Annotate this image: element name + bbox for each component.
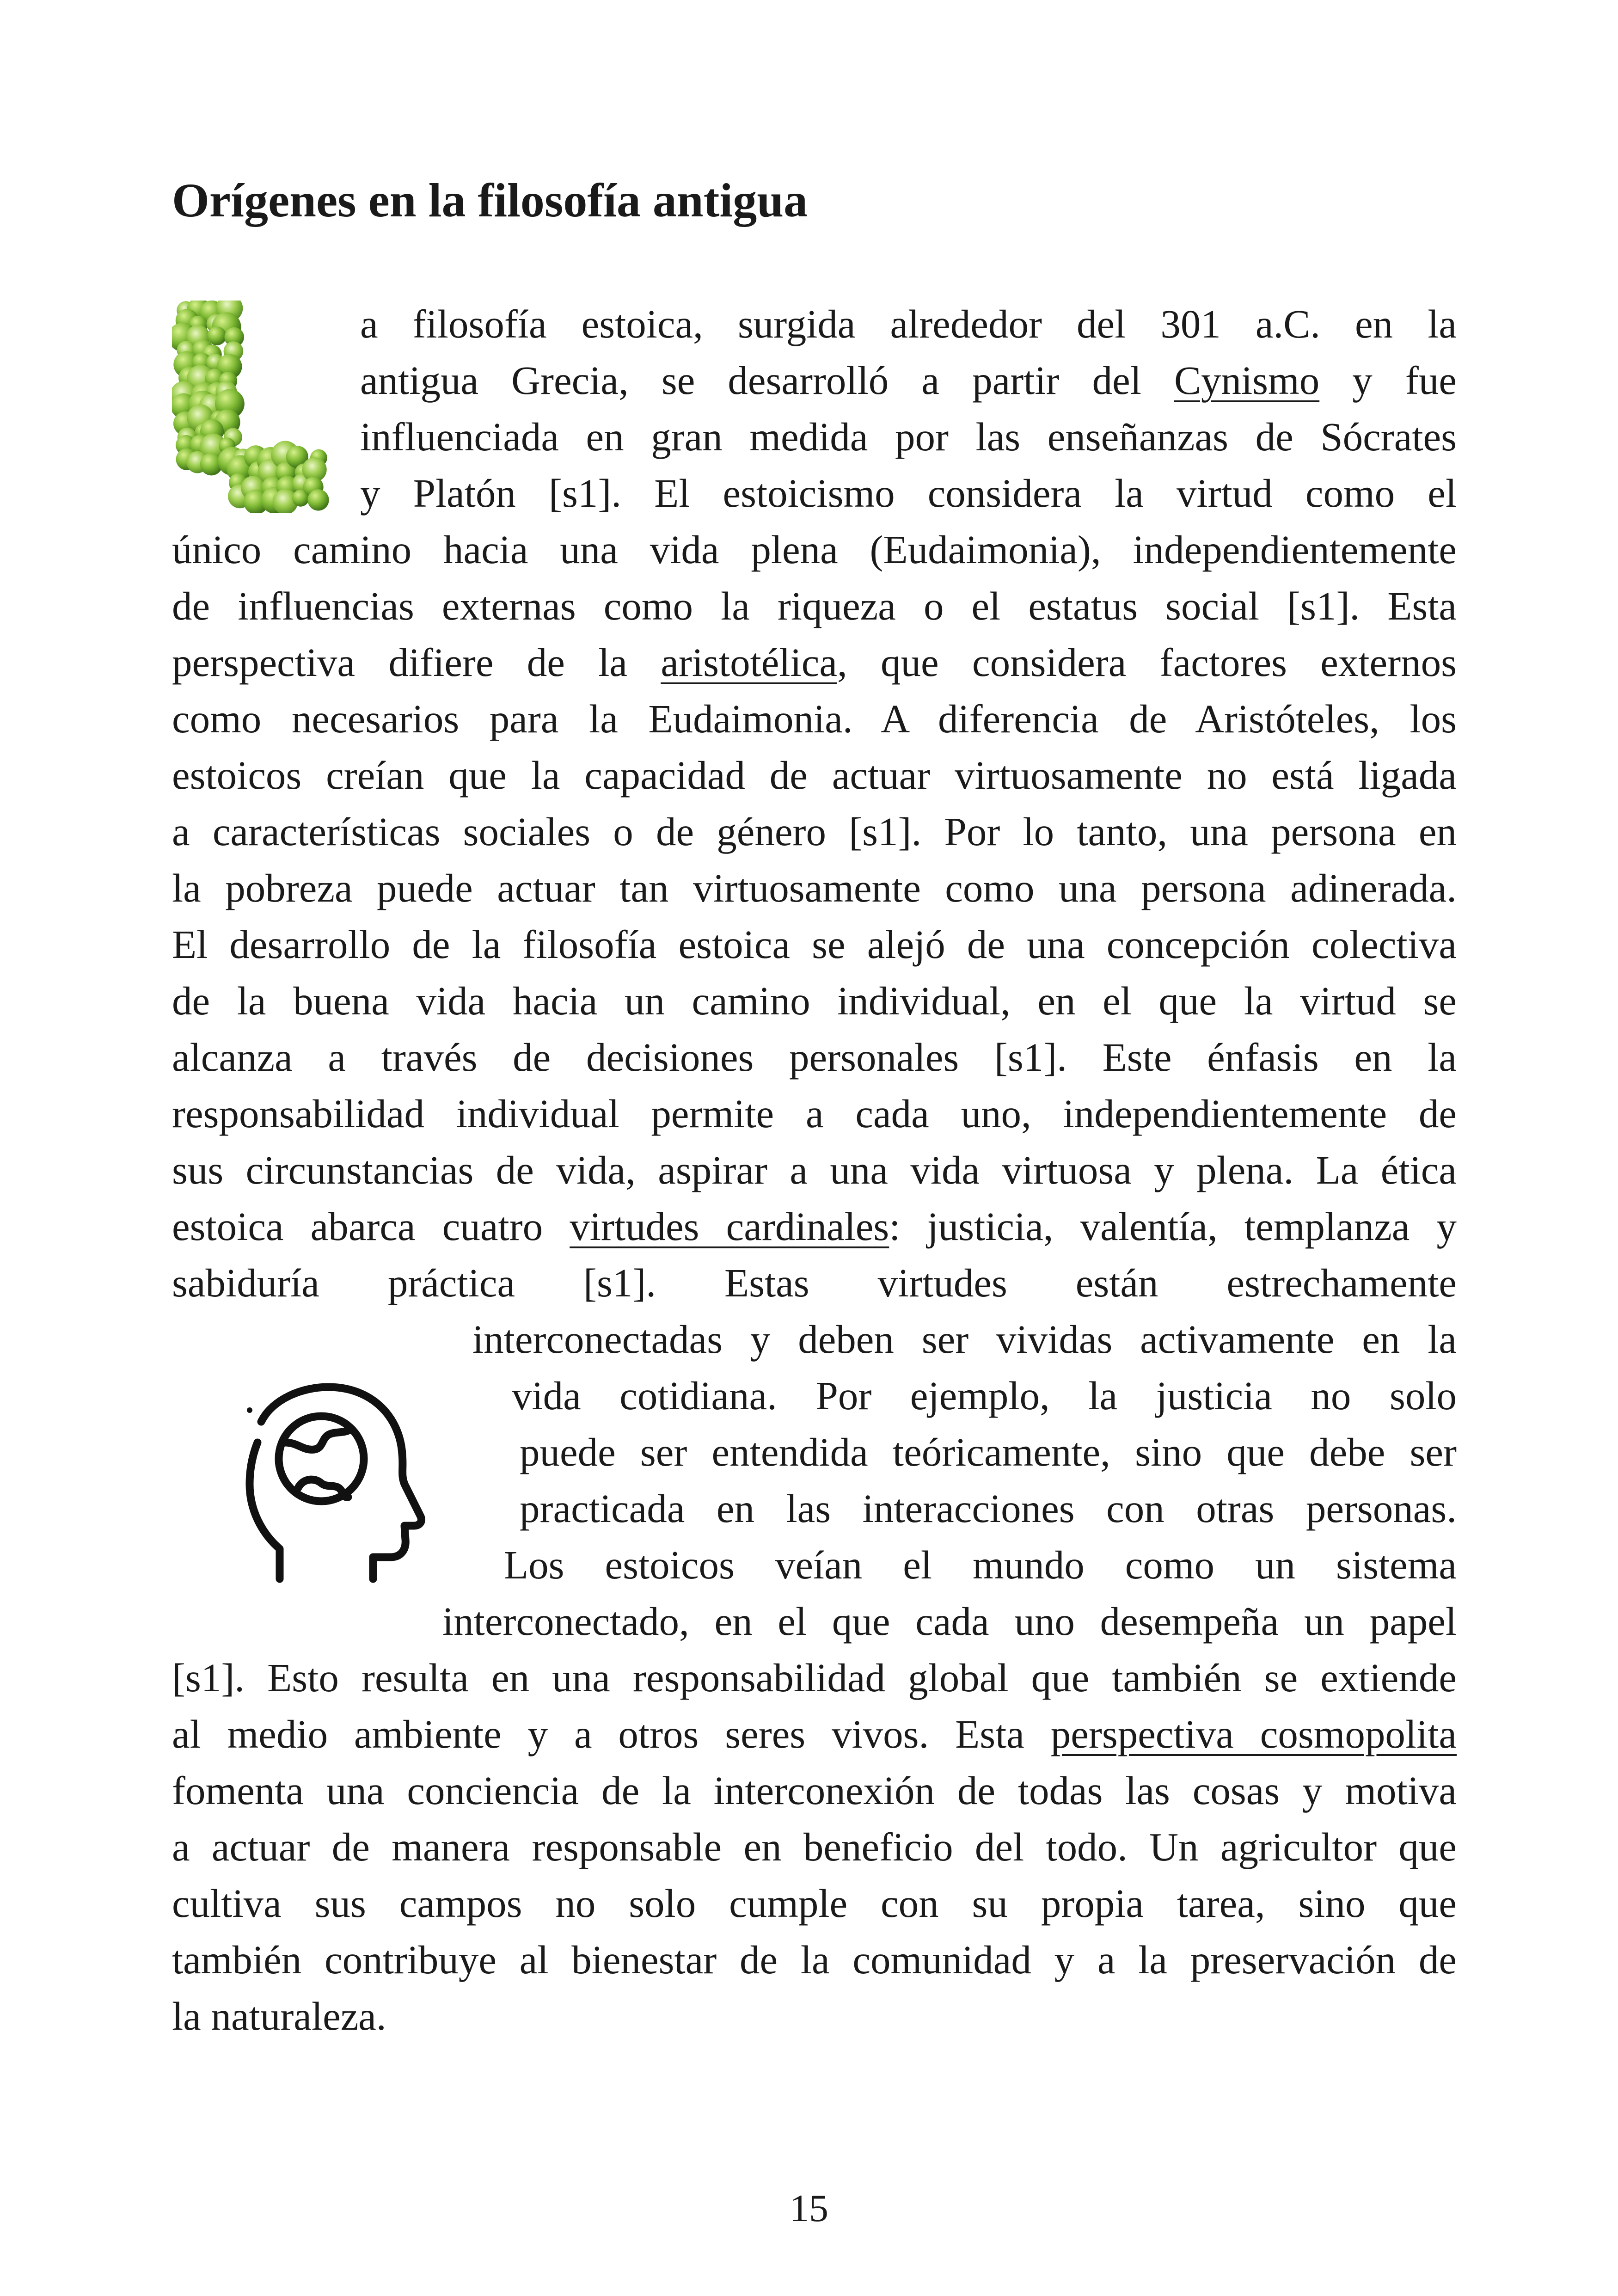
text-line: y Platón [s1]. El estoicismo considera la virtud como el xyxy=(360,471,1457,516)
text-segment: perspectiva difiere de la xyxy=(172,640,661,685)
text-segment: , que considera factores externos xyxy=(837,640,1457,685)
page-number: 15 xyxy=(790,2187,828,2230)
text-line: como necesarios para la Eudaimonia. A diferencia de Aristóteles, los xyxy=(172,696,1457,741)
body-paragraph xyxy=(172,296,1457,2044)
text-line: fomenta una conciencia de la interconexión de todas las cosas y motiva xyxy=(172,1768,1457,1813)
text-line xyxy=(172,1706,1457,1762)
text-line: de la buena vida hacia un camino individual, en el que la virtud se xyxy=(172,978,1457,1023)
text-line: sabiduría práctica [s1]. Estas virtudes están estrechamente xyxy=(172,1260,1457,1305)
text-segment: : justicia, valentía, templanza y xyxy=(889,1204,1457,1249)
text-line: estoicos creían que la capacidad de actuar virtuosamente no está ligada xyxy=(172,753,1457,798)
text-line: [s1]. Esto resulta en una responsabilidad global que también se extiende xyxy=(172,1655,1457,1700)
text-line xyxy=(360,352,1457,409)
text-line: la pobreza puede actuar tan virtuosamente como una persona adinerada. xyxy=(172,866,1457,910)
text-line: cultiva sus campos no solo cumple con su propia tarea, sino que xyxy=(172,1881,1457,1926)
text-line: a actuar de manera responsable en beneficio del todo. Un agricultor que xyxy=(172,1824,1457,1869)
text-line: único camino hacia una vida plena (Eudaimonia), independientemente xyxy=(172,527,1457,572)
text-line: interconectado, en el que cada uno desempeña un papel xyxy=(442,1599,1457,1644)
glossary-link[interactable]: perspectiva cosmopolita xyxy=(1050,1712,1457,1756)
text-line: influenciada en gran medida por las enseñanzas de Sócrates xyxy=(360,414,1457,459)
text-segment: estoica abarca cuatro xyxy=(172,1204,570,1249)
text-line: interconectadas y deben ser vividas activamente en la xyxy=(472,1317,1457,1362)
glossary-link[interactable]: virtudes cardinales xyxy=(570,1204,889,1249)
glossary-link[interactable]: aristotélica xyxy=(661,640,837,685)
text-line: puede ser entendida teóricamente, sino que debe ser xyxy=(520,1430,1457,1474)
text-line: vida cotidiana. Por ejemplo, la justicia no solo xyxy=(512,1373,1457,1418)
text-line: de influencias externas como la riqueza o el estatus social [s1]. Esta xyxy=(172,583,1457,628)
glossary-link[interactable]: Cynismo xyxy=(1174,358,1320,403)
page-title: Orígenes en la filosofía antigua xyxy=(172,174,808,227)
text-line: la naturaleza. xyxy=(172,1994,386,2038)
text-line: también contribuye al bienestar de la comunidad y a la preservación de xyxy=(172,1937,1457,1982)
text-line xyxy=(172,634,1457,691)
text-line: practicada en las interacciones con otras personas. xyxy=(520,1486,1457,1531)
text-line: sus circunstancias de vida, aspirar a una vida virtuosa y plena. La ética xyxy=(172,1148,1457,1192)
text-line: Los estoicos veían el mundo como un sistema xyxy=(504,1542,1457,1587)
text-line: El desarrollo de la filosofía estoica se alejó de una concepción colectiva xyxy=(172,922,1457,967)
text-line xyxy=(172,1198,1457,1255)
text-line: responsabilidad individual permite a cada uno, independientemente de xyxy=(172,1091,1457,1136)
text-line: a filosofía estoica, surgida alrededor del 301 a.C. en la xyxy=(360,301,1457,346)
text-segment: al medio ambiente y a otros seres vivos. Esta xyxy=(172,1712,1051,1756)
text-segment: antigua Grecia, se desarrolló a partir del xyxy=(360,358,1174,403)
head-with-globe-icon xyxy=(229,1373,432,1586)
text-segment: y fue xyxy=(1319,358,1457,403)
text-line: a características sociales o de género [s1]. Por lo tanto, una persona en xyxy=(172,809,1457,854)
text-line: alcanza a través de decisiones personales [s1]. Este énfasis en la xyxy=(172,1035,1457,1080)
